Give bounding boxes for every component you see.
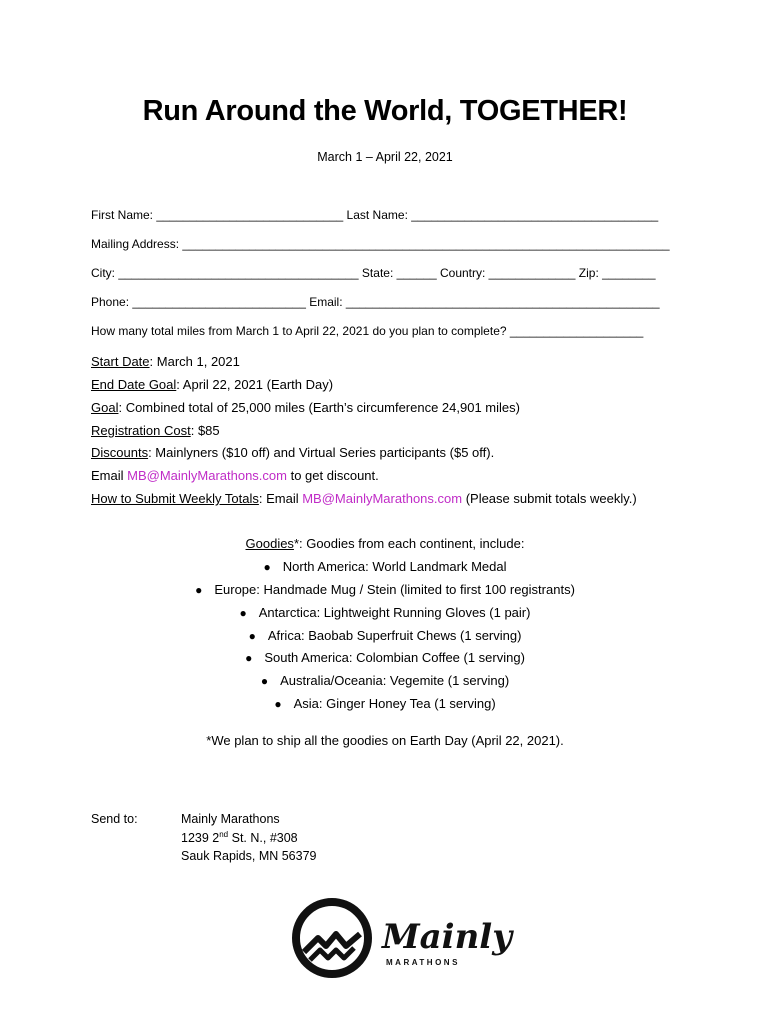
discounts xyxy=(91,445,494,460)
bullet-icon: ● xyxy=(248,629,256,643)
discounts-value: : Mainlyners ($10 off) and Virtual Series participants ($5 off). xyxy=(148,445,495,460)
submit-totals xyxy=(91,491,637,506)
email-suffix: to get discount. xyxy=(286,468,379,483)
bullet-icon: ● xyxy=(274,697,282,711)
bullet-icon: ● xyxy=(239,606,247,620)
start-date xyxy=(91,354,240,369)
address-city: Sauk Rapids, MN 56379 xyxy=(181,849,317,863)
mailing-address-line[interactable]: Mailing Address: _________________________________________________________________________ xyxy=(91,237,670,251)
registration-cost xyxy=(91,423,220,438)
bullet-icon: ● xyxy=(263,560,271,574)
registration-cost-value: : $85 xyxy=(190,423,220,438)
address-street xyxy=(181,830,298,845)
goodie-text: South America: Colombian Coffee (1 serving) xyxy=(264,650,525,665)
end-date-label: End Date Goal xyxy=(91,377,177,392)
street-number: 1239 2 xyxy=(181,831,220,846)
goal xyxy=(91,400,520,415)
street-rest: St. N., #308 xyxy=(228,831,298,846)
goodie-text: North America: World Landmark Medal xyxy=(282,559,507,574)
mainly-marathons-logo xyxy=(290,894,512,984)
registration-cost-label: Registration Cost xyxy=(91,423,191,438)
miles-question-line[interactable]: How many total miles from March 1 to April 22, 2021 do you plan to complete? ____________________ xyxy=(91,324,644,338)
goodie-text: Europe: Handmade Mug / Stein (limited to first 100 registrants) xyxy=(214,582,575,597)
address-name: Mainly Marathons xyxy=(181,812,280,826)
goodie-item xyxy=(0,628,770,643)
goodie-item xyxy=(0,696,770,711)
goodies-intro: *: Goodies from each continent, include: xyxy=(293,536,525,551)
end-date-value: : April 22, 2021 (Earth Day) xyxy=(176,377,334,392)
goodie-item xyxy=(0,559,770,574)
goodies-heading xyxy=(0,536,770,551)
bullet-icon: ● xyxy=(260,674,269,688)
goal-value: : Combined total of 25,000 miles (Earth’s circumference 24,901 miles) xyxy=(118,400,520,415)
page-title: Run Around the World, TOGETHER! xyxy=(142,95,628,127)
email-prefix: Email xyxy=(91,468,128,483)
logo-sub: MARATHONS xyxy=(386,958,460,967)
event-dates: March 1 – April 22, 2021 xyxy=(317,150,453,164)
bullet-icon: ● xyxy=(195,583,203,597)
submit-email-link[interactable]: MB@MainlyMarathons.com xyxy=(302,491,463,506)
discount-email xyxy=(91,468,379,483)
bullet-icon: ● xyxy=(245,651,253,665)
goodie-text: Australia/Oceania: Vegemite (1 serving) xyxy=(280,673,510,688)
goodie-item xyxy=(0,582,770,597)
start-date-label: Start Date xyxy=(91,354,150,369)
goodie-text: Asia: Ginger Honey Tea (1 serving) xyxy=(293,696,496,711)
send-to-label: Send to: xyxy=(91,812,138,826)
goodie-item xyxy=(0,673,770,688)
name-fields-line[interactable]: First Name: ____________________________ Last Name: _____________________________________ xyxy=(91,208,659,222)
street-suffix: nd xyxy=(219,830,229,839)
logo-word: Mainly xyxy=(382,917,512,957)
submit-totals-label: How to Submit Weekly Totals xyxy=(91,491,259,506)
goodie-text: Antarctica: Lightweight Running Gloves (1 pair) xyxy=(258,605,531,620)
discount-email-link[interactable]: MB@MainlyMarathons.com xyxy=(127,468,287,483)
goodie-item xyxy=(0,605,770,620)
city-state-line[interactable]: City: ____________________________________ State: ______ Country: _____________ Zip: ________ xyxy=(91,266,656,280)
goodie-item xyxy=(0,650,770,665)
goodie-text: Africa: Baobab Superfruit Chews (1 serving) xyxy=(267,628,522,643)
end-date xyxy=(91,377,333,392)
shipping-note: *We plan to ship all the goodies on Earth Day (April 22, 2021). xyxy=(206,733,564,748)
phone-email-line[interactable]: Phone: __________________________ Email: _______________________________________________ xyxy=(91,295,660,309)
goodies-label: Goodies xyxy=(245,536,294,551)
start-date-value: : March 1, 2021 xyxy=(149,354,240,369)
goal-label: Goal xyxy=(91,400,119,415)
discounts-label: Discounts xyxy=(91,445,149,460)
submit-mid: : Email xyxy=(258,491,303,506)
submit-suffix: (Please submit totals weekly.) xyxy=(462,491,637,506)
